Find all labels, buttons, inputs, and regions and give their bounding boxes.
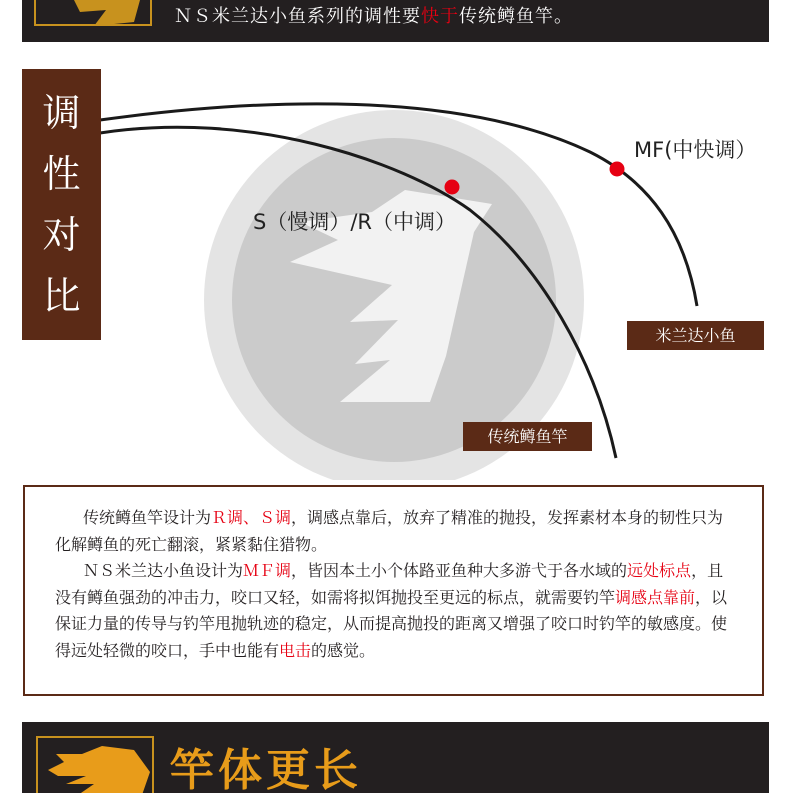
tag-miranda: 米兰达小鱼: [627, 321, 764, 350]
tag-traditional-rod: 传统鳟鱼竿: [463, 422, 592, 451]
header-highlight: 快于: [421, 6, 459, 27]
mf-label: MF(中快调）: [634, 138, 757, 162]
sr-label: S（慢调）/R（中调）: [253, 210, 456, 234]
side-char: 调: [42, 91, 81, 136]
header-suffix: 传统鳟鱼竿。: [459, 6, 573, 27]
side-char: 比: [42, 273, 81, 318]
side-label-comparison: [22, 69, 101, 340]
description-paragraph-2: ＮＳ米兰达小鱼设计为ＭＦ调，皆因本土小个体路亚鱼种大多游弋于各水域的远处标点，且没有鳟鱼强劲的冲击力，咬口又轻，如需将拟饵抛投至更远的标点，就需要钓竿调感点靠前，以保证力量的传导与钓竿甩抛轨迹的稳定，从而提高抛投的距离又增强了咬口时钓竿的敏感度。使得远处轻微的咬口，手中也能有电击的感觉。: [55, 561, 728, 660]
header-prefix: ＮＳ米兰达小鱼系列的调性要: [174, 6, 421, 27]
sr-action-point: [445, 180, 460, 195]
description-box: [23, 485, 764, 696]
flame-logo-icon: [38, 738, 154, 793]
side-char: 对: [42, 212, 81, 257]
side-char: 性: [42, 152, 81, 197]
description-paragraph-1: 传统鳟鱼竿设计为Ｒ调、Ｓ调，调感点靠后，放弃了精准的抛投，发挥素材本身的韧性只为化解鳟鱼的死亡翻滚，紧紧黏住猎物。: [55, 508, 724, 554]
mf-action-point: [610, 162, 625, 177]
brand-logo-bottom: [36, 736, 154, 793]
section-title: 竿体更长: [170, 745, 362, 796]
